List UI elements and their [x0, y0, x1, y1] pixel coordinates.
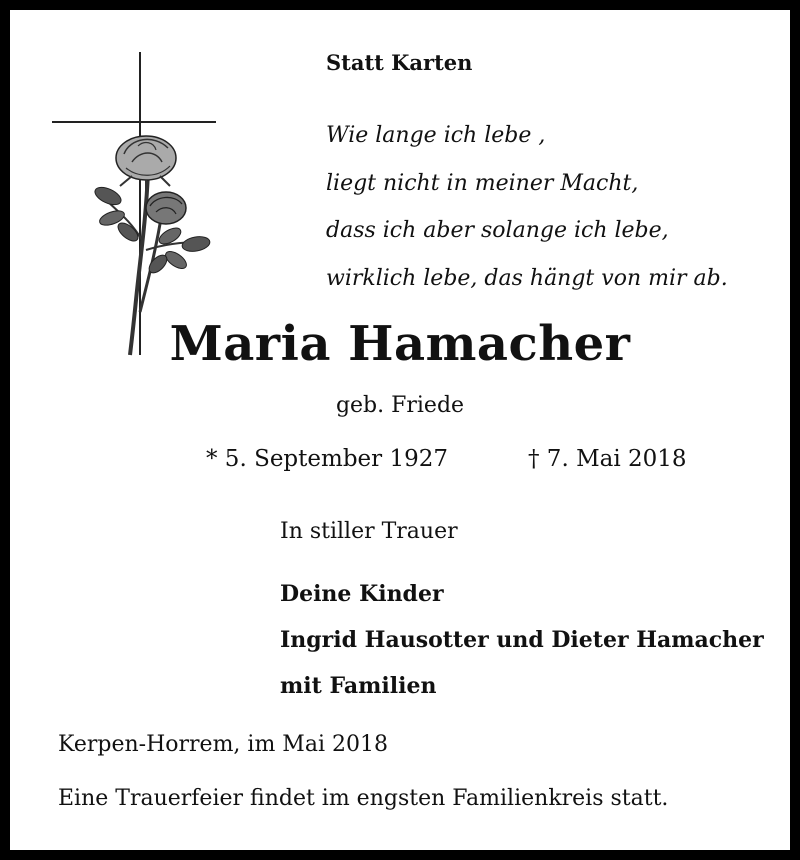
mourner-line: Deine Kinder — [280, 581, 444, 607]
mourner-line: Ingrid Hausotter und Dieter Hamacher — [280, 627, 764, 653]
funeral-note: Eine Trauerfeier findet im engsten Familienkreis statt. — [58, 786, 669, 811]
poem-line: Wie lange ich lebe , — [326, 123, 546, 148]
cross-with-rose-icon — [50, 50, 220, 360]
poem — [326, 112, 728, 302]
mourners-list — [280, 571, 764, 709]
birth-date: * 5. September 1927 — [206, 446, 448, 472]
poem-line: wirklich lebe, das hängt von mir ab. — [326, 265, 728, 291]
deceased-name: Maria Hamacher — [169, 316, 631, 372]
place-date: Kerpen-Horrem, im Mai 2018 — [58, 732, 388, 757]
mourning-intro: In stiller Trauer — [280, 519, 458, 544]
birth-name: geb. Friede — [335, 393, 465, 418]
statt-karten-label: Statt Karten — [326, 50, 473, 75]
death-date: † 7. Mai 2018 — [528, 446, 687, 472]
poem-line: liegt nicht in meiner Macht, — [326, 170, 639, 196]
poem-line: dass ich aber solange ich lebe, — [326, 218, 669, 243]
mourner-line: mit Familien — [280, 673, 437, 699]
